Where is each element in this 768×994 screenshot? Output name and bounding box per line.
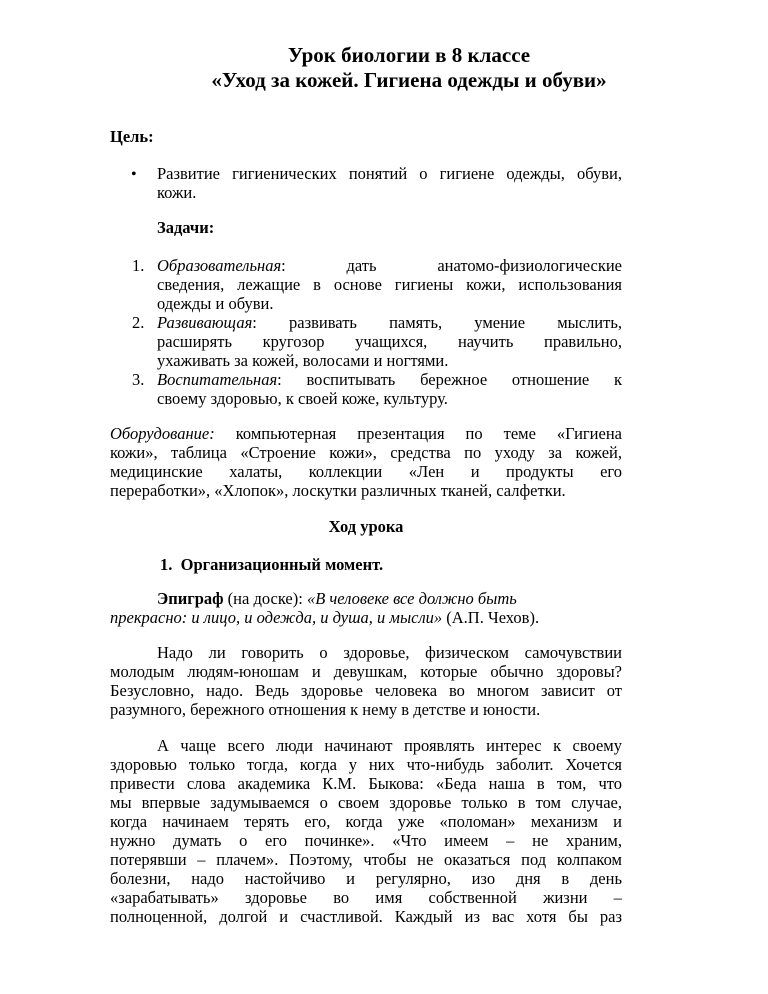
- document-title-line-2: «Уход за кожей. Гигиена одежды и обуви»: [211, 68, 607, 92]
- section-1-heading: 1. Организационный момент.: [160, 555, 384, 574]
- task-1-number: 1.: [132, 256, 145, 275]
- task-1-line-2: сведения, лежащие в основе гигиены кожи, использования: [157, 275, 622, 294]
- equipment-line-2: кожи», таблица «Строение кожи», средства по уходу за кожей,: [110, 443, 622, 462]
- paragraph-2-line-6: нужно думать о его починке». «Что имеем – не храним,: [110, 831, 622, 850]
- epigraph-quote-line-1: «В человеке все должно быть: [306, 589, 517, 608]
- goal-item-line-2: кожи.: [157, 183, 197, 202]
- task-2-line-2: расширять кругозор учащихся, научить правильно,: [157, 332, 622, 351]
- paragraph-2-line-4: мы впервые задумываемся о своем здоровье только в том случае,: [110, 793, 622, 812]
- epigraph-line-1: [157, 589, 517, 609]
- equipment-line-1: [110, 424, 622, 444]
- paragraph-2-line-1: А чаще всего люди начинают проявлять интерес к своему: [157, 736, 622, 755]
- paragraph-1-line-1: Надо ли говорить о здоровье, физическом самочувствии: [157, 643, 622, 662]
- epigraph-note: (на доске):: [223, 589, 307, 608]
- task-3-label: Воспитательная: [157, 370, 278, 389]
- paragraph-1-line-3: Безусловно, надо. Ведь здоровье человека во многом зависит от: [110, 681, 622, 700]
- paragraph-1-line-4: разумного, бережного отношения к нему в детстве и юности.: [110, 700, 541, 719]
- task-3-line-1-text: : воспитывать бережное отношение к: [277, 370, 622, 389]
- goal-heading: Цель:: [110, 127, 154, 146]
- equipment-line-4: переработки», «Хлопок», лоскутки различных тканей, салфетки.: [110, 481, 566, 500]
- paragraph-2-line-9: «зарабатывать» здоровье во имя собственной жизни –: [110, 888, 622, 907]
- equipment-line-3: медицинские халаты, коллекции «Лен и продукты его: [110, 462, 622, 481]
- paragraph-2-line-8: болезни, надо настойчиво и регулярно, изо дня в день: [110, 869, 622, 888]
- epigraph-author: (А.П. Чехов).: [442, 608, 540, 627]
- epigraph-label: Эпиграф: [157, 589, 224, 608]
- task-1-label: Образовательная: [157, 256, 282, 275]
- epigraph-line-2: [110, 608, 539, 628]
- task-1-text-b: анатомо-физиологические: [437, 256, 622, 275]
- task-1-text-a: дать: [346, 256, 377, 275]
- tasks-heading: Задачи:: [157, 218, 215, 237]
- paragraph-2-line-3: привести слова академика К.М. Быкова: «Беда наша в том, что: [110, 774, 622, 793]
- paragraph-2-line-2: здоровью только тогда, когда у них что-нибудь заболит. Хочется: [110, 755, 622, 774]
- task-2-line-1: [157, 313, 622, 333]
- task-2-label: Развивающая: [157, 313, 253, 332]
- task-1-line-1: Образовательная: дать анатомо-физиологические: [157, 256, 622, 275]
- paragraph-1-line-2: молодым людям-юношам и девушкам, которые обычно здоровы?: [110, 662, 622, 681]
- paragraph-2-line-5: когда начинаем терять его, когда уже «поломан» механизм и: [110, 812, 622, 831]
- task-2-line-3: ухаживать за кожей, волосами и ногтями.: [157, 351, 449, 370]
- task-3-number: 3.: [132, 370, 145, 389]
- paragraph-2-line-10: полноценной, долгой и счастливой. Каждый из вас хотя бы раз: [110, 907, 622, 926]
- goal-item-line-1: Развитие гигиенических понятий о гигиене одежды, обуви,: [157, 164, 622, 183]
- task-3-line-2: своему здоровью, к своей коже, культуру.: [157, 389, 448, 408]
- task-2-line-1-text: : развивать память, умение мыслить,: [252, 313, 622, 332]
- goal-bullet: •: [131, 166, 137, 183]
- lesson-heading: Ход урока: [328, 517, 404, 536]
- task-3-line-1: [157, 370, 622, 390]
- document-title-line-1: Урок биологии в 8 классе: [287, 43, 531, 67]
- task-1-line-3: одежды и обуви.: [157, 294, 274, 313]
- equipment-label: Оборудование:: [110, 424, 215, 443]
- task-2-number: 2.: [132, 313, 145, 332]
- paragraph-2-line-7: потерявши – плачем». Поэтому, чтобы не оказаться под колпаком: [110, 850, 622, 869]
- epigraph-quote-line-2: прекрасно: и лицо, и одежда, и душа, и мысли»: [110, 608, 443, 627]
- equipment-line-1-text: компьютерная презентация по теме «Гигиена: [214, 424, 622, 443]
